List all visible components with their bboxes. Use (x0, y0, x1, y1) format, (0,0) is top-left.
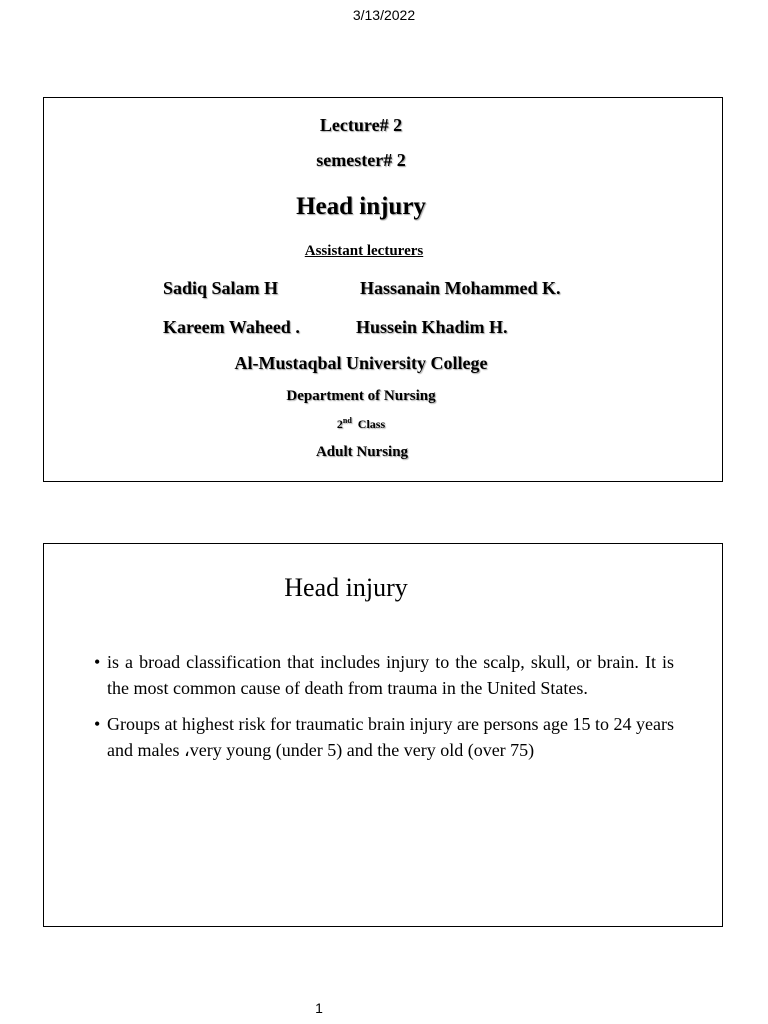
lecturer-name: Kareem Waheed . (163, 317, 300, 337)
list-item (94, 711, 674, 763)
slide-title: Head injury (296, 193, 426, 220)
lecture-number: Lecture# 2 (319, 115, 403, 135)
bullet-list (94, 649, 674, 773)
bullet-icon: • (94, 714, 101, 734)
college-name: Al-Mustaqbal University College (234, 353, 488, 373)
page-number: 1 (315, 1000, 323, 1016)
class-suffix: nd (342, 416, 352, 425)
assistant-lecturers-heading: Assistant lecturers (304, 243, 424, 259)
slide-title: Head injury (284, 573, 408, 602)
bullet-icon: • (94, 652, 101, 672)
course-name: Adult Nursing (315, 444, 409, 460)
lecturer-name: Hassanain Mohammed K. (360, 278, 561, 298)
class-number: 2 (336, 417, 343, 431)
department-name: Department of Nursing (286, 388, 436, 404)
title-slide (43, 97, 723, 482)
list-item (94, 649, 674, 701)
semester-number: semester# 2 (316, 150, 406, 170)
class-label: Class (357, 417, 386, 431)
class-level (44, 416, 678, 432)
lecturer-name: Sadiq Salam H (163, 278, 279, 298)
content-slide (43, 543, 723, 927)
bullet-text: is a broad classification that includes injury to the scalp, skull, or brain. It is the most common cause of death from trauma in the United States. (107, 652, 674, 698)
bullet-text: Groups at highest risk for traumatic brain injury are persons age 15 to 24 years and males ،very young (under 5) and the very old (over 75) (107, 714, 674, 760)
lecturer-name: Hussein Khadim H. (356, 317, 508, 337)
header-date: 3/13/2022 (352, 7, 416, 23)
